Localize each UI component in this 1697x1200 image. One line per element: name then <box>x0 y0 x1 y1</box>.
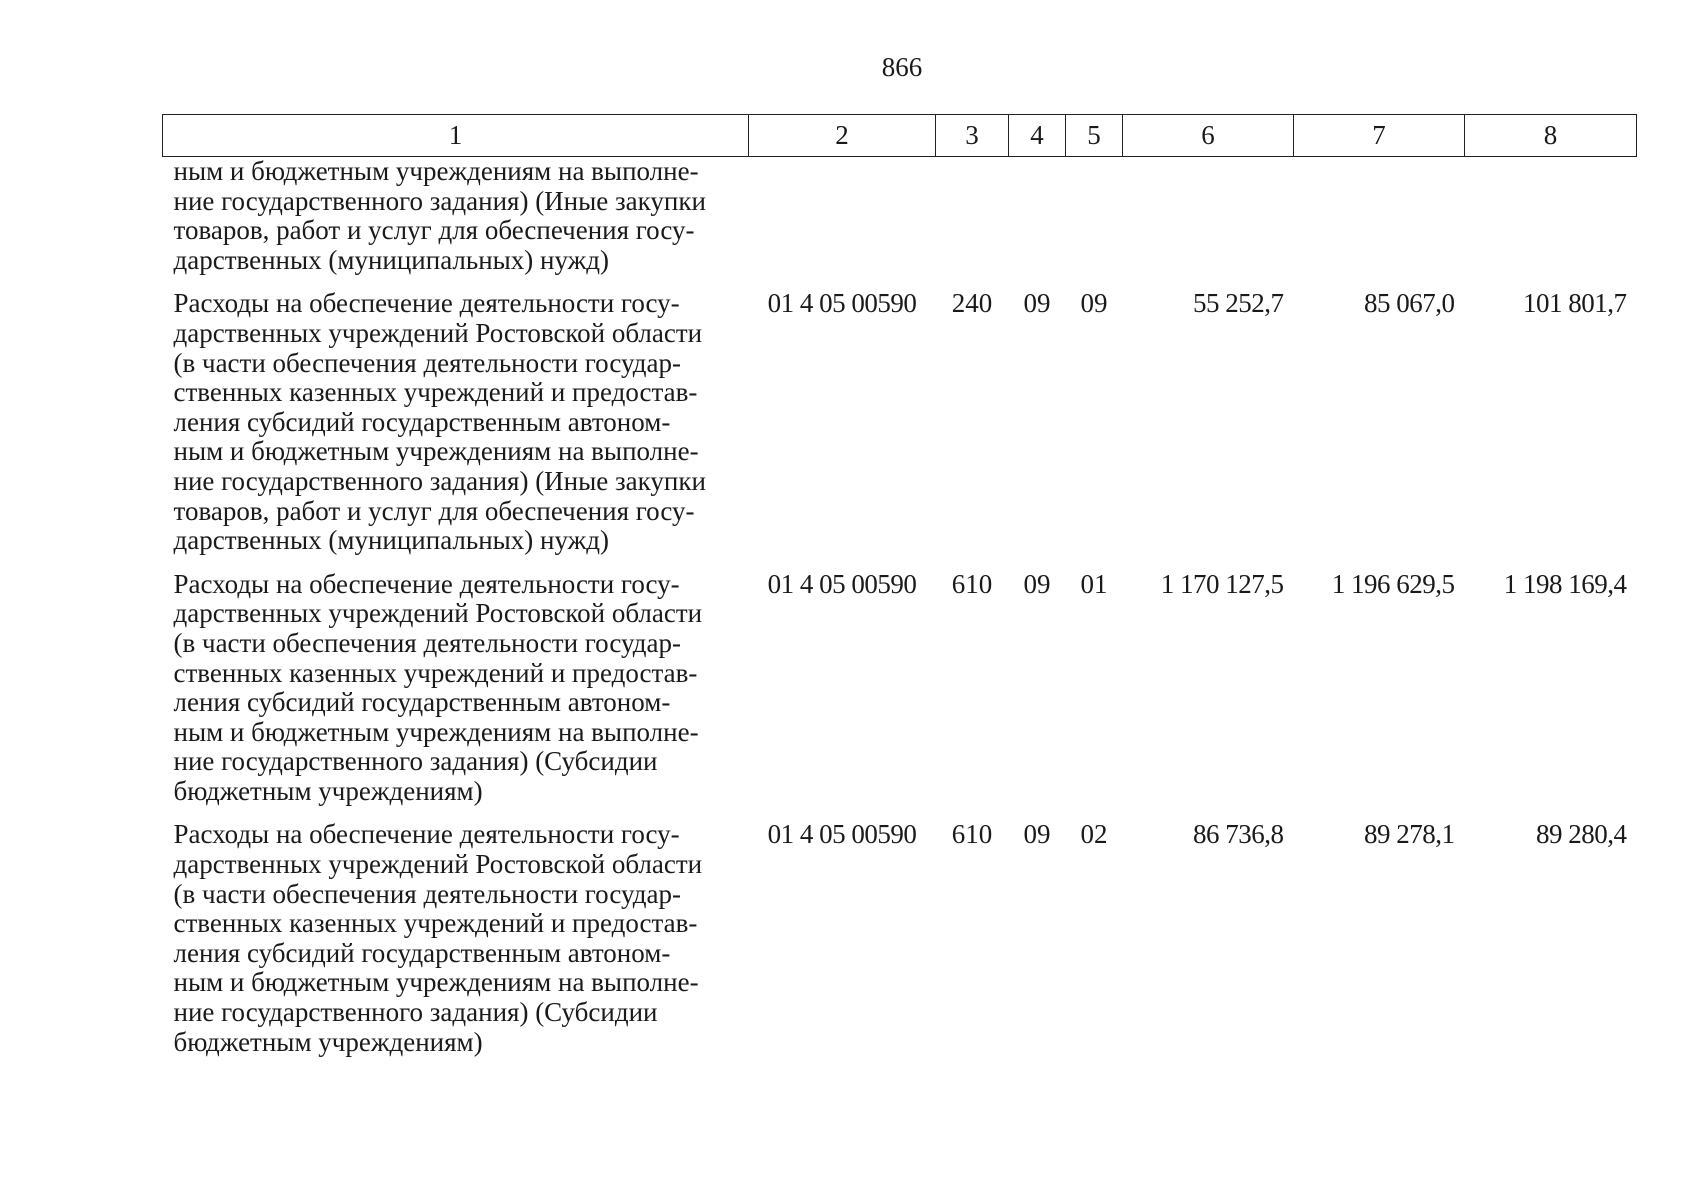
section-code: 09 <box>1023 819 1051 850</box>
expense-type-code: 610 <box>951 819 993 850</box>
row-description: Расходы на обеспечение деятельности госу- дарственных учреждений Ростовской области (в части обеспечения деятельности государ- ственных казенных учреждений и предостав- ления субсидий государственным автоном- ным и бюджетным учреждениям на выполне- ние государственного задания) (Иные закупки товаров, работ и услуг для обеспечения госу- дарственных (муниципальных) нужд) <box>173 288 706 556</box>
amount-col-6: 86 736,8 <box>1193 819 1284 850</box>
subsection-code: 01 <box>1080 568 1108 599</box>
amount-col-8: 1 198 169,4 <box>1503 568 1627 599</box>
amount-col-7: 89 278,1 <box>1364 819 1455 850</box>
amount-col-6 <box>1123 157 1294 288</box>
table-row <box>163 818 1637 1069</box>
table-body <box>163 157 1637 1070</box>
column-header: 2 <box>749 115 936 157</box>
subsection-code: 02 <box>1080 819 1108 850</box>
column-header: 3 <box>936 115 1009 157</box>
header-row <box>163 115 1637 157</box>
expense-type-code <box>936 157 1009 288</box>
column-header: 8 <box>1465 115 1637 157</box>
expense-type-code: 240 <box>951 288 993 319</box>
row-description: Расходы на обеспечение деятельности госу- дарственных учреждений Ростовской области (в части обеспечения деятельности государ- ственных казенных учреждений и предостав- ления субсидий государственным автоном- ным и бюджетным учреждениям на выполне- ние государственного задания) (Субсидии бюджетным учреждениям) <box>173 819 703 1057</box>
section-code <box>1009 157 1066 288</box>
row-description: ным и бюджетным учреждениям на выполне- ние государственного задания) (Иные закупки товаров, работ и услуг для обеспечения госу- дарственных (муниципальных) нужд) <box>173 156 706 275</box>
amount-col-8: 101 801,7 <box>1523 288 1627 319</box>
page-number: 866 <box>881 52 923 82</box>
amount-col-6: 1 170 127,5 <box>1160 568 1284 599</box>
target-article-code: 01 4 05 00590 <box>767 819 917 850</box>
amount-col-7: 85 067,0 <box>1364 288 1455 319</box>
column-header: 1 <box>163 115 749 157</box>
amount-col-6: 55 252,7 <box>1193 288 1284 319</box>
subsection-code <box>1066 157 1123 288</box>
section-code: 09 <box>1023 288 1051 319</box>
amount-col-8: 89 280,4 <box>1536 819 1627 850</box>
budget-table <box>162 114 1637 1069</box>
column-header: 4 <box>1009 115 1066 157</box>
target-article-code <box>749 157 936 288</box>
amount-col-7: 1 196 629,5 <box>1331 568 1455 599</box>
target-article-code: 01 4 05 00590 <box>767 288 917 319</box>
section-code: 09 <box>1023 568 1051 599</box>
target-article-code: 01 4 05 00590 <box>767 568 917 599</box>
column-header: 6 <box>1123 115 1294 157</box>
table-row <box>163 157 1637 288</box>
amount-col-7 <box>1294 157 1465 288</box>
row-description: Расходы на обеспечение деятельности госу- дарственных учреждений Ростовской области (в части обеспечения деятельности государ- ственных казенных учреждений и предостав- ления субсидий государственным автоном- ным и бюджетным учреждениям на выполне- ние государственного задания) (Субсидии бюджетным учреждениям) <box>173 568 703 806</box>
amount-col-8 <box>1465 157 1637 288</box>
table-row <box>163 568 1637 819</box>
column-header: 7 <box>1294 115 1465 157</box>
column-header: 5 <box>1066 115 1123 157</box>
table-row <box>163 287 1637 567</box>
subsection-code: 09 <box>1080 288 1108 319</box>
expense-type-code: 610 <box>951 568 993 599</box>
